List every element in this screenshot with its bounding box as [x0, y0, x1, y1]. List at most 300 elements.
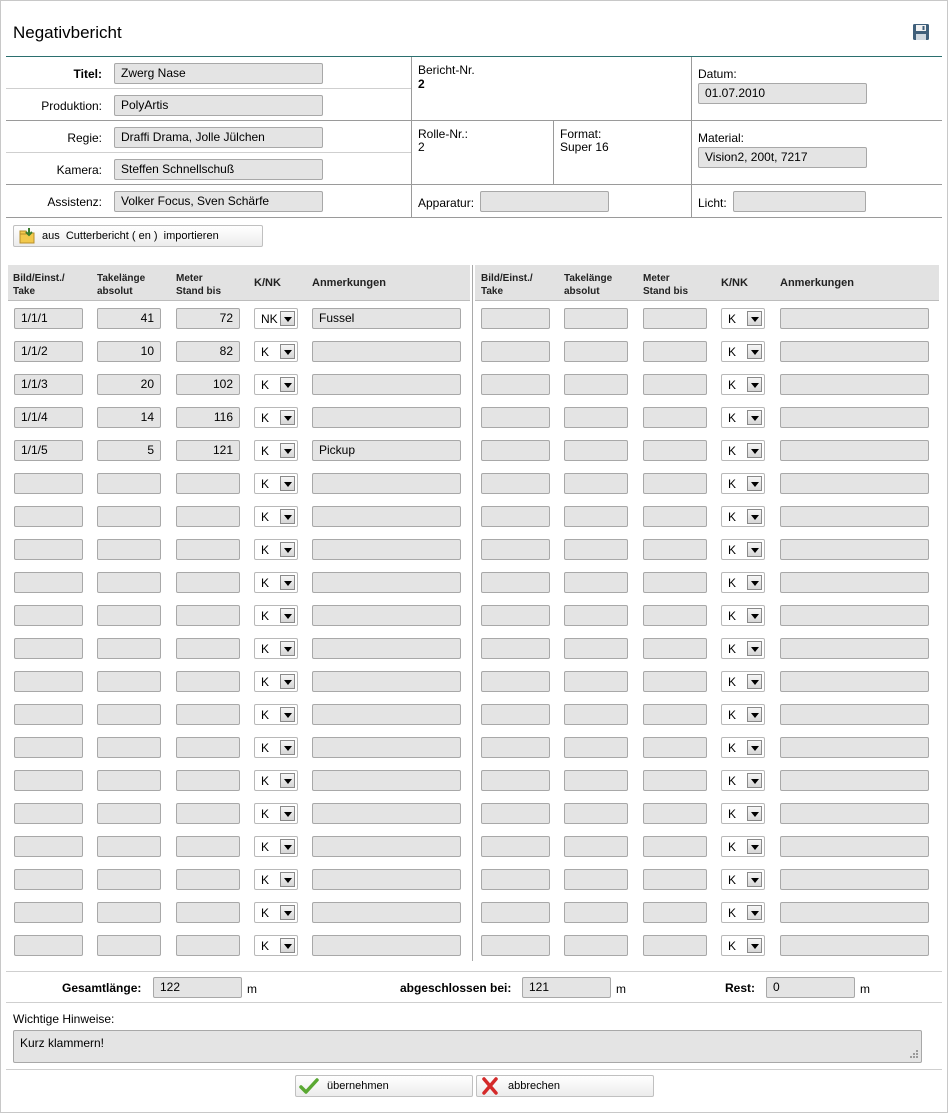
- anmerkungen-field[interactable]: [780, 638, 929, 659]
- rest-field[interactable]: 0: [766, 977, 855, 998]
- knk-select[interactable]: [721, 902, 765, 923]
- anmerkungen-field[interactable]: [780, 374, 929, 395]
- kamera-field[interactable]: Steffen Schnellschuß: [114, 159, 323, 180]
- knk-select[interactable]: [254, 770, 298, 791]
- takelaenge-field[interactable]: [564, 869, 628, 890]
- anmerkungen-field[interactable]: [312, 572, 461, 593]
- take-field[interactable]: [14, 605, 83, 626]
- takelaenge-field[interactable]: [97, 671, 161, 692]
- take-field[interactable]: [14, 473, 83, 494]
- chevron-down-icon[interactable]: [747, 740, 762, 755]
- chevron-down-icon[interactable]: [747, 773, 762, 788]
- meter-field[interactable]: [643, 605, 707, 626]
- datum-label: Datum:: [698, 67, 737, 81]
- take-field[interactable]: [481, 473, 550, 494]
- chevron-down-icon[interactable]: [280, 740, 295, 755]
- anmerkungen-field[interactable]: [780, 869, 929, 890]
- take-field[interactable]: [481, 539, 550, 560]
- take-field[interactable]: [481, 308, 550, 329]
- takelaenge-field[interactable]: [564, 473, 628, 494]
- knk-select[interactable]: [254, 836, 298, 857]
- knk-select[interactable]: [721, 341, 765, 362]
- knk-select[interactable]: [721, 440, 765, 461]
- regie-field[interactable]: Draffi Drama, Jolle Jülchen: [114, 127, 323, 148]
- knk-select[interactable]: [254, 869, 298, 890]
- takelaenge-field[interactable]: [97, 836, 161, 857]
- anmerkungen-field[interactable]: [312, 638, 461, 659]
- knk-select[interactable]: [721, 407, 765, 428]
- format-label: Format:: [560, 127, 602, 141]
- chevron-down-icon[interactable]: [280, 476, 295, 491]
- take-field[interactable]: [14, 539, 83, 560]
- takelaenge-field[interactable]: [564, 770, 628, 791]
- meter-field[interactable]: [176, 902, 240, 923]
- meter-field[interactable]: [643, 473, 707, 494]
- take-field[interactable]: [14, 935, 83, 956]
- knk-select[interactable]: [254, 704, 298, 725]
- knk-select[interactable]: [254, 605, 298, 626]
- anmerkungen-field[interactable]: [780, 506, 929, 527]
- anmerkungen-field[interactable]: [780, 605, 929, 626]
- chevron-down-icon[interactable]: [747, 839, 762, 854]
- takelaenge-field[interactable]: [564, 572, 628, 593]
- meter-field[interactable]: 82: [176, 341, 240, 362]
- chevron-down-icon[interactable]: [280, 410, 295, 425]
- chevron-down-icon[interactable]: [280, 542, 295, 557]
- titel-field[interactable]: Zwerg Nase: [114, 63, 323, 84]
- take-field[interactable]: [14, 902, 83, 923]
- meter-field[interactable]: [643, 539, 707, 560]
- datum-field[interactable]: 01.07.2010: [698, 83, 867, 104]
- takelaenge-field[interactable]: [97, 605, 161, 626]
- takelaenge-field[interactable]: [97, 506, 161, 527]
- chevron-down-icon[interactable]: [747, 542, 762, 557]
- knk-select[interactable]: [721, 539, 765, 560]
- takelaenge-field[interactable]: 20: [97, 374, 161, 395]
- gesamtlaenge-field[interactable]: 122: [153, 977, 242, 998]
- knk-value: K: [261, 708, 270, 722]
- knk-select[interactable]: [721, 803, 765, 824]
- assistenz-field[interactable]: Volker Focus, Sven Schärfe: [114, 191, 323, 212]
- meter-field[interactable]: [643, 869, 707, 890]
- chevron-down-icon[interactable]: [280, 311, 295, 326]
- import-cutterbericht-button[interactable]: [13, 225, 263, 247]
- knk-select[interactable]: [254, 473, 298, 494]
- anmerkungen-field[interactable]: [312, 671, 461, 692]
- knk-value: K: [261, 444, 270, 458]
- chevron-down-icon[interactable]: [747, 872, 762, 887]
- meter-field[interactable]: [176, 572, 240, 593]
- knk-select[interactable]: [721, 473, 765, 494]
- takelaenge-field[interactable]: [564, 935, 628, 956]
- take-field[interactable]: [481, 935, 550, 956]
- takelaenge-field[interactable]: [564, 308, 628, 329]
- take-field[interactable]: [14, 671, 83, 692]
- knk-select[interactable]: [721, 506, 765, 527]
- take-field[interactable]: [14, 803, 83, 824]
- knk-select[interactable]: [254, 308, 298, 329]
- take-field[interactable]: 1/1/2: [14, 341, 83, 362]
- chevron-down-icon[interactable]: [280, 377, 295, 392]
- chevron-down-icon[interactable]: [280, 773, 295, 788]
- meter-field[interactable]: [176, 836, 240, 857]
- takelaenge-field[interactable]: [97, 902, 161, 923]
- anmerkungen-field[interactable]: [780, 770, 929, 791]
- take-field[interactable]: [481, 374, 550, 395]
- resize-grip-icon[interactable]: [905, 1047, 919, 1061]
- take-field[interactable]: [14, 506, 83, 527]
- meter-field[interactable]: [643, 374, 707, 395]
- hinweise-textarea[interactable]: Kurz klammern!: [13, 1030, 922, 1063]
- knk-value: K: [728, 312, 737, 326]
- meter-field[interactable]: 102: [176, 374, 240, 395]
- take-field[interactable]: [481, 572, 550, 593]
- chevron-down-icon[interactable]: [747, 707, 762, 722]
- meter-field[interactable]: 116: [176, 407, 240, 428]
- anmerkungen-field[interactable]: [312, 836, 461, 857]
- chevron-down-icon[interactable]: [280, 938, 295, 953]
- meter-field[interactable]: [643, 671, 707, 692]
- take-field[interactable]: [14, 572, 83, 593]
- takelaenge-field[interactable]: [97, 935, 161, 956]
- take-field[interactable]: [14, 836, 83, 857]
- knk-value: K: [728, 411, 737, 425]
- meter-field[interactable]: [176, 605, 240, 626]
- takelaenge-field[interactable]: 41: [97, 308, 161, 329]
- anmerkungen-field[interactable]: [312, 473, 461, 494]
- anmerkungen-field[interactable]: [780, 539, 929, 560]
- knk-value: K: [728, 939, 737, 953]
- chevron-down-icon[interactable]: [747, 509, 762, 524]
- knk-select[interactable]: [254, 803, 298, 824]
- take-field[interactable]: [14, 638, 83, 659]
- meter-field[interactable]: [176, 737, 240, 758]
- takelaenge-field[interactable]: [564, 341, 628, 362]
- knk-value: K: [261, 741, 270, 755]
- meter-field[interactable]: [176, 506, 240, 527]
- right-table-header: [475, 265, 939, 301]
- anmerkungen-field[interactable]: [780, 803, 929, 824]
- rolle-value: 2: [418, 140, 425, 154]
- take-field[interactable]: [481, 638, 550, 659]
- meter-field[interactable]: [643, 836, 707, 857]
- knk-value: K: [261, 378, 270, 392]
- col-anmerkungen-header: Anmerkungen: [312, 277, 386, 289]
- knk-select[interactable]: [254, 671, 298, 692]
- chevron-down-icon[interactable]: [747, 641, 762, 656]
- chevron-down-icon[interactable]: [280, 443, 295, 458]
- takelaenge-field[interactable]: [97, 539, 161, 560]
- knk-select[interactable]: [254, 902, 298, 923]
- take-field[interactable]: [481, 407, 550, 428]
- anmerkungen-field[interactable]: [312, 374, 461, 395]
- abgeschlossen-label: abgeschlossen bei:: [400, 981, 512, 995]
- meter-field[interactable]: [643, 770, 707, 791]
- uebernehmen-button[interactable]: [295, 1075, 473, 1097]
- takelaenge-field[interactable]: [564, 638, 628, 659]
- take-field[interactable]: [14, 770, 83, 791]
- chevron-down-icon[interactable]: [280, 608, 295, 623]
- take-field[interactable]: [14, 704, 83, 725]
- take-field[interactable]: [481, 506, 550, 527]
- meter-field[interactable]: [643, 341, 707, 362]
- meter-field[interactable]: [643, 737, 707, 758]
- take-field[interactable]: 1/1/3: [14, 374, 83, 395]
- knk-value: K: [261, 477, 270, 491]
- chevron-down-icon[interactable]: [280, 344, 295, 359]
- takelaenge-field[interactable]: [564, 539, 628, 560]
- meter-field[interactable]: [643, 638, 707, 659]
- takelaenge-field[interactable]: [97, 737, 161, 758]
- take-field[interactable]: [481, 770, 550, 791]
- meter-field[interactable]: [643, 407, 707, 428]
- abgeschlossen-field[interactable]: 121: [522, 977, 611, 998]
- take-field[interactable]: [14, 737, 83, 758]
- chevron-down-icon[interactable]: [747, 476, 762, 491]
- rest-label: Rest:: [725, 981, 756, 995]
- col-meter-header: Meter Stand bis: [176, 273, 222, 297]
- meter-field[interactable]: [176, 704, 240, 725]
- anmerkungen-field[interactable]: [780, 902, 929, 923]
- knk-value: K: [261, 543, 270, 557]
- takelaenge-field[interactable]: [97, 638, 161, 659]
- licht-field[interactable]: [733, 191, 866, 212]
- produktion-field[interactable]: PolyArtis: [114, 95, 323, 116]
- chevron-down-icon[interactable]: [280, 575, 295, 590]
- chevron-down-icon[interactable]: [747, 608, 762, 623]
- meter-field[interactable]: [176, 473, 240, 494]
- takelaenge-field[interactable]: [564, 704, 628, 725]
- chevron-down-icon[interactable]: [747, 806, 762, 821]
- knk-select[interactable]: [254, 935, 298, 956]
- knk-select[interactable]: [721, 572, 765, 593]
- take-field[interactable]: 1/1/5: [14, 440, 83, 461]
- take-field[interactable]: 1/1/1: [14, 308, 83, 329]
- knk-value: K: [261, 609, 270, 623]
- chevron-down-icon[interactable]: [280, 905, 295, 920]
- chevron-down-icon[interactable]: [747, 674, 762, 689]
- anmerkungen-field[interactable]: [312, 539, 461, 560]
- takelaenge-field[interactable]: [564, 407, 628, 428]
- knk-select[interactable]: [721, 671, 765, 692]
- knk-select[interactable]: [721, 737, 765, 758]
- anmerkungen-field[interactable]: [780, 440, 929, 461]
- anmerkungen-field[interactable]: [780, 473, 929, 494]
- knk-select[interactable]: [254, 539, 298, 560]
- chevron-down-icon[interactable]: [747, 938, 762, 953]
- take-field[interactable]: [481, 836, 550, 857]
- anmerkungen-field[interactable]: [780, 341, 929, 362]
- take-field[interactable]: [481, 869, 550, 890]
- col-knk-header: K/NK: [721, 277, 748, 289]
- chevron-down-icon[interactable]: [280, 806, 295, 821]
- anmerkungen-field[interactable]: [780, 737, 929, 758]
- takelaenge-field[interactable]: [564, 902, 628, 923]
- anmerkungen-field[interactable]: [780, 935, 929, 956]
- take-field[interactable]: [481, 671, 550, 692]
- anmerkungen-field[interactable]: [312, 704, 461, 725]
- take-field[interactable]: [481, 704, 550, 725]
- knk-select[interactable]: [254, 506, 298, 527]
- knk-select[interactable]: [254, 638, 298, 659]
- regie-label: Regie:: [67, 131, 102, 145]
- meter-field[interactable]: [176, 770, 240, 791]
- anmerkungen-field[interactable]: [312, 902, 461, 923]
- take-field[interactable]: [14, 869, 83, 890]
- knk-select[interactable]: [254, 374, 298, 395]
- take-field[interactable]: 1/1/4: [14, 407, 83, 428]
- takelaenge-field[interactable]: [564, 671, 628, 692]
- meter-field[interactable]: [176, 638, 240, 659]
- produktion-label: Produktion:: [41, 99, 102, 113]
- anmerkungen-field[interactable]: [312, 737, 461, 758]
- abbrechen-button[interactable]: [476, 1075, 654, 1097]
- knk-select[interactable]: [254, 572, 298, 593]
- knk-value: K: [728, 576, 737, 590]
- takelaenge-field[interactable]: [564, 737, 628, 758]
- take-field[interactable]: [481, 440, 550, 461]
- knk-value: K: [728, 708, 737, 722]
- anmerkungen-field[interactable]: [312, 770, 461, 791]
- anmerkungen-field[interactable]: [780, 704, 929, 725]
- import-button-label: aus Cutterbericht ( en ) importieren: [42, 230, 219, 242]
- takelaenge-field[interactable]: 10: [97, 341, 161, 362]
- anmerkungen-field[interactable]: [780, 836, 929, 857]
- anmerkungen-field[interactable]: [780, 572, 929, 593]
- knk-select[interactable]: [721, 770, 765, 791]
- takelaenge-field[interactable]: [564, 374, 628, 395]
- meter-field[interactable]: [643, 803, 707, 824]
- take-field[interactable]: [481, 902, 550, 923]
- chevron-down-icon[interactable]: [747, 905, 762, 920]
- chevron-down-icon[interactable]: [280, 707, 295, 722]
- chevron-down-icon[interactable]: [280, 641, 295, 656]
- takelaenge-field[interactable]: 14: [97, 407, 161, 428]
- chevron-down-icon[interactable]: [280, 509, 295, 524]
- bericht-label: Bericht-Nr.: [418, 63, 475, 77]
- chevron-down-icon[interactable]: [747, 311, 762, 326]
- meter-field[interactable]: [176, 803, 240, 824]
- knk-select[interactable]: [254, 440, 298, 461]
- take-field[interactable]: [481, 341, 550, 362]
- chevron-down-icon[interactable]: [280, 839, 295, 854]
- knk-value: K: [261, 411, 270, 425]
- meter-field[interactable]: [643, 572, 707, 593]
- meter-field[interactable]: [643, 935, 707, 956]
- anmerkungen-field[interactable]: [312, 803, 461, 824]
- knk-value: K: [728, 345, 737, 359]
- meter-field[interactable]: [643, 440, 707, 461]
- takelaenge-field[interactable]: [564, 836, 628, 857]
- meter-field[interactable]: [643, 506, 707, 527]
- knk-value: K: [728, 774, 737, 788]
- knk-value: K: [261, 675, 270, 689]
- meter-field[interactable]: 72: [176, 308, 240, 329]
- knk-select[interactable]: [721, 836, 765, 857]
- chevron-down-icon[interactable]: [747, 377, 762, 392]
- anmerkungen-field[interactable]: [780, 308, 929, 329]
- take-field[interactable]: [481, 605, 550, 626]
- knk-select[interactable]: [721, 869, 765, 890]
- chevron-down-icon[interactable]: [747, 344, 762, 359]
- takelaenge-field[interactable]: [97, 869, 161, 890]
- apparatur-field[interactable]: [480, 191, 609, 212]
- chevron-down-icon[interactable]: [280, 674, 295, 689]
- meter-field[interactable]: [643, 308, 707, 329]
- knk-value: K: [261, 939, 270, 953]
- takelaenge-field[interactable]: [97, 770, 161, 791]
- anmerkungen-field[interactable]: [312, 506, 461, 527]
- knk-select[interactable]: [254, 407, 298, 428]
- meter-field[interactable]: [643, 902, 707, 923]
- anmerkungen-field[interactable]: [312, 869, 461, 890]
- knk-select[interactable]: [721, 935, 765, 956]
- knk-select[interactable]: [254, 341, 298, 362]
- checkmark-icon: [299, 1077, 319, 1095]
- take-field[interactable]: [481, 803, 550, 824]
- col-anmerkungen-header: Anmerkungen: [780, 277, 854, 289]
- folder-import-icon: [18, 227, 36, 245]
- material-label: Material:: [698, 131, 745, 145]
- anmerkungen-field[interactable]: [312, 407, 461, 428]
- abbrechen-label: abbrechen: [508, 1080, 560, 1092]
- knk-select[interactable]: [721, 638, 765, 659]
- material-field[interactable]: Vision2, 200t, 7217: [698, 147, 867, 168]
- takelaenge-field[interactable]: [97, 473, 161, 494]
- col-bild-header: Bild/Einst./ Take: [481, 273, 533, 297]
- anmerkungen-field[interactable]: [780, 407, 929, 428]
- assistenz-label: Assistenz:: [47, 195, 102, 209]
- takelaenge-field[interactable]: 5: [97, 440, 161, 461]
- takelaenge-field[interactable]: [564, 440, 628, 461]
- chevron-down-icon[interactable]: [280, 872, 295, 887]
- knk-value: K: [261, 774, 270, 788]
- meter-field[interactable]: [176, 671, 240, 692]
- knk-select[interactable]: [721, 704, 765, 725]
- anmerkungen-field[interactable]: [312, 935, 461, 956]
- anmerkungen-field[interactable]: Fussel: [312, 308, 461, 329]
- takelaenge-field[interactable]: [564, 506, 628, 527]
- chevron-down-icon[interactable]: [747, 443, 762, 458]
- meter-field[interactable]: [643, 704, 707, 725]
- takelaenge-field[interactable]: [564, 803, 628, 824]
- meter-field[interactable]: [176, 869, 240, 890]
- knk-select[interactable]: [721, 605, 765, 626]
- chevron-down-icon[interactable]: [747, 410, 762, 425]
- takelaenge-field[interactable]: [564, 605, 628, 626]
- chevron-down-icon[interactable]: [747, 575, 762, 590]
- meter-field[interactable]: [176, 539, 240, 560]
- anmerkungen-field[interactable]: Pickup: [312, 440, 461, 461]
- knk-value: K: [728, 543, 737, 557]
- meter-field[interactable]: 121: [176, 440, 240, 461]
- col-meter-header: Meter Stand bis: [643, 273, 689, 297]
- takelaenge-field[interactable]: [97, 572, 161, 593]
- knk-select[interactable]: [721, 374, 765, 395]
- anmerkungen-field[interactable]: [780, 671, 929, 692]
- floppy-disk-icon[interactable]: [912, 23, 930, 41]
- knk-select[interactable]: [721, 308, 765, 329]
- meter-field[interactable]: [176, 935, 240, 956]
- anmerkungen-field[interactable]: [312, 341, 461, 362]
- takelaenge-field[interactable]: [97, 803, 161, 824]
- knk-value: K: [261, 510, 270, 524]
- anmerkungen-field[interactable]: [312, 605, 461, 626]
- takelaenge-field[interactable]: [97, 704, 161, 725]
- format-value: Super 16: [560, 140, 609, 154]
- take-field[interactable]: [481, 737, 550, 758]
- knk-select[interactable]: [254, 737, 298, 758]
